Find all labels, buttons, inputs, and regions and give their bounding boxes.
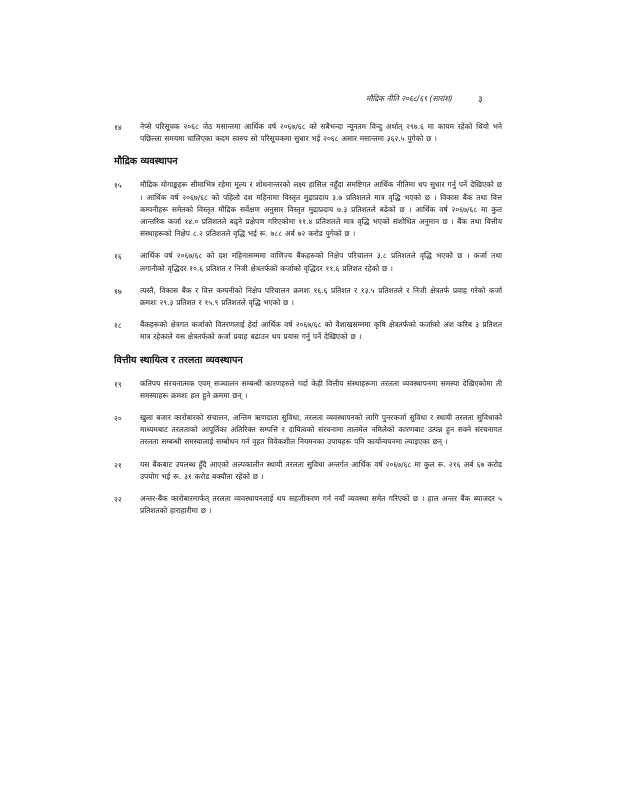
paragraph [114, 250, 502, 274]
section-heading: मौद्रिक व्यवस्थापन [114, 156, 178, 168]
paragraph [114, 319, 502, 343]
paragraph-number: १६ [114, 252, 122, 262]
paragraph-number: १४ [114, 123, 122, 132]
paragraph [114, 459, 502, 483]
paragraph-number: २० [114, 414, 122, 424]
paragraph [114, 412, 502, 449]
page-number: ३ [478, 95, 483, 105]
paragraph-number: १८ [114, 321, 122, 331]
paragraph-text: मौद्रिक योगाङ्कहरू सीमाभित्र रहेमा मूल्य र शोधनान्तरको लक्ष्य हासिल नहुँदा समष्टिगत आर्थिक नीतिमा थप सुधार गर्नु पर्ने देखिएको छ । आर्थिक वर्ष २०६७/६८ को पहिलो दश महिनामा विस्तृत मुद्राप्रदाय ३.७ प्रतिशतले मात्र वृद्धि भएको छ । विकास बैंक तथा वित्त कम्पनीहरू समेतको विस्तृत मौद्रिक सर्वेक्षण अनुसार विस्तृत मुद्राप्रदाय ७.३ प्रतिशतले बढेको छ । आर्थिक वर्ष २०६७/६८ मा कुल आन्तरिक कर्जा १४.० प्रतिशतले बढ्ने प्रक्षेपण गरिएकोमा ११.४ प्रतिशतले मात्र वृद्धि भएको संशोधित अनुमान छ । बैंक तथा वित्तीय संस्थाहरूको निक्षेप ८.२ प्रतिशतले वृद्धि भई रू. ७८८ अर्ब ७२ करोड पुगेको छ । [140, 180, 502, 239]
paragraph-text: आर्थिक वर्ष २०६७/६८ को दश महिनासम्ममा वाणिज्य बैंकहरूको निक्षेप परिचालन ३.८ प्रतिशतले वृद्धि भएको छ । कर्जा तथा लगानीको वृद्धिदर १०.६ प्रतिशत र निजी क्षेत्रतर्फको कर्जाको वृद्धिदर ११.६ प्रतिशत रहेको छ । [140, 251, 502, 273]
paragraph-number: १९ [114, 379, 122, 389]
paragraph-text: त्यस्तै, विकास बैंक र वित्त कम्पनीको निक्षेप परिचालन क्रमशः १६.६ प्रतिशत र १३.५ प्रतिशतले र निजी क्षेत्रतर्फ प्रवाह गरेको कर्जा क्रमशः २९.३ प्रतिशत र १५.९ प्रतिशतले वृद्धि भएको छ । [140, 285, 502, 308]
running-header: मौद्रिक नीति २०६८/६९ (सारांश) [366, 94, 453, 103]
paragraph-text: यस बैंकबाट उपलब्ध हुँदै आएको अल्पकालीन स्थायी तरलता सुविधा अन्तर्गत आर्थिक वर्ष २०६७/६८ मा कुल रू. २१६ अर्ब ६७ करोड उपयोग भई रू. ३१ करोड बक्यौता रहेको छ । [140, 459, 502, 481]
paragraph [114, 121, 502, 145]
paragraph-number: १७ [114, 286, 122, 296]
document-body [114, 121, 502, 527]
paragraph-text: नेप्से परिसूचक २०६८ जेठ मसान्तमा आर्थिक वर्ष २०६७/६८ को सबैभन्दा न्यूनतम विन्दु अर्थात् २९७.६ मा कायम रहेको थियो भने पछिल्ला समयमा चालिएका कदम स्वरुप सो परिसूचकमा सुधार भई २०६८ असार मसान्तमा ३६२.५ पुगेको छ । [140, 122, 502, 144]
paragraph-text: अन्तर-बैंक कारोबारमार्फत् तरलता व्यवस्थापनलाई थप सहजीकरण गर्न नयाँ व्यवस्था समेत गरिएको छ । हाल अन्तर बैंक ब्याजदर ५ प्रतिशतको हाराहारीमा छ । [140, 494, 502, 516]
paragraph-text: कतिपय संरचनात्मक एवम् सञ्चालन सम्बन्धी कारणहरुले गर्दा केही वित्तीय संस्थाहरूमा तरलता व्यवस्थापनमा समस्या देखिएकोमा ती समस्याहरू क्रमशः हल हुने क्रममा छन् । [140, 378, 502, 400]
paragraph [114, 179, 502, 240]
paragraph-number: २२ [114, 495, 122, 505]
paragraph-text: खुला बजार कारोबारको संचालन, अन्तिम ऋणदाता सुविधा, तरलता व्यवस्थापनको लागि पुनरकर्जा सुविधा र स्थायी तरलता सुविधाको माध्यमबाट तरलताको आपूर्तिका अतिरिक्त सम्पत्ति र दायित्वको संरचनामा तालमेल नमिलेको कारणबाट उत्पन्न हुन सक्ने संरचनागत तरलता सम्बन्धी समस्यालाई सम्बोधन गर्न वृहत विवेकशील नियमनका उपायहरू पनि कार्यान्वयनमा ल्याइएका छन् । [140, 413, 502, 447]
paragraph-text: बैंकहरूको क्षेत्रगत कर्जाको वितरणलाई हेर्दा आर्थिक वर्ष २०६७/६८ को वैशाखसम्ममा कृषि क्षेत्रतर्फको कर्जाको अंश करिब ३ प्रतिशत मात्र रहेकाले यस क्षेत्रतर्फको कर्जा प्रवाह बढाउन थप प्रयास गर्नु पर्ने देखिएको छ । [140, 320, 502, 342]
paragraph [114, 285, 502, 309]
paragraph-number: १५ [114, 181, 122, 191]
paragraph [114, 493, 502, 517]
paragraph [114, 378, 502, 402]
paragraph-number: २१ [114, 460, 122, 470]
section-heading: वित्तीय स्थायित्व र तरलता व्यवस्थापन [114, 354, 243, 366]
